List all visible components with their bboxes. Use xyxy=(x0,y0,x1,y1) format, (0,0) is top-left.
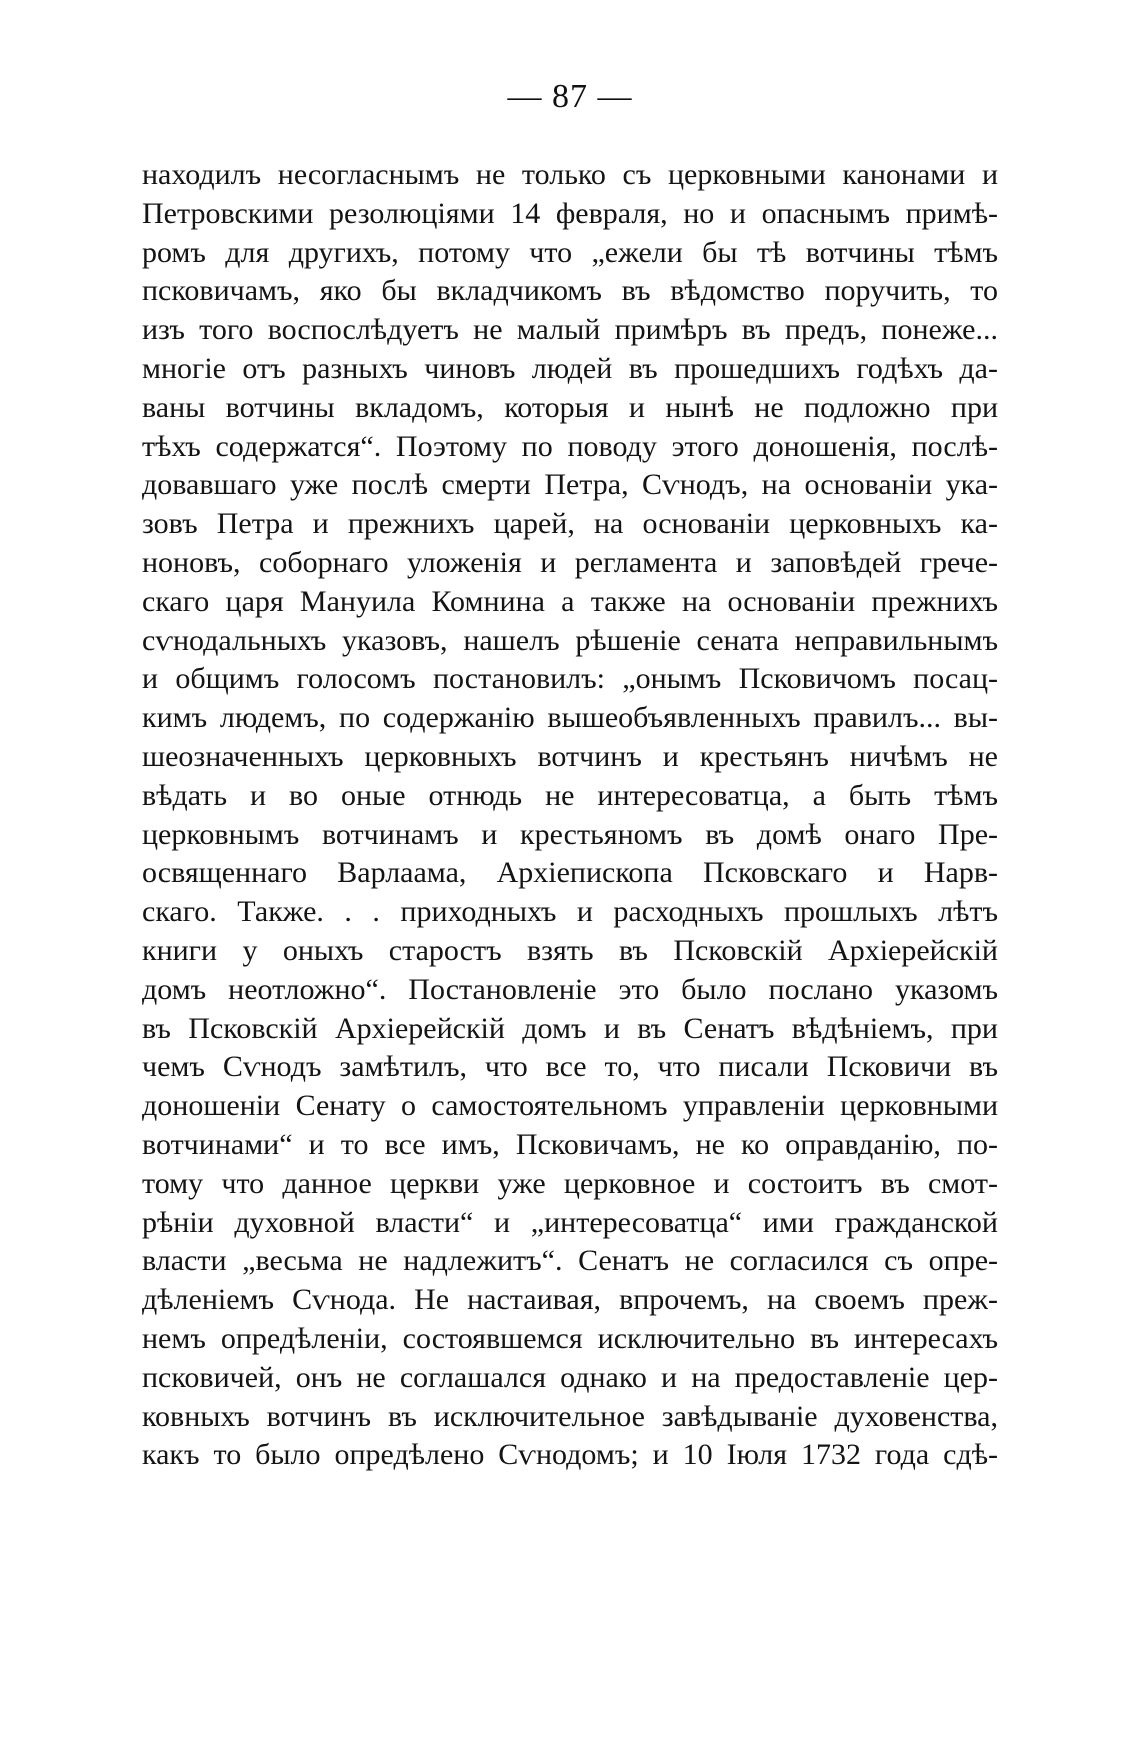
text-line: ковныхъ вотчинъ въ исключительное завѣдываніе духовенства, xyxy=(142,1399,998,1433)
text-line: вѣдать и во оные отнюдь не интересоватца, а быть тѣмъ xyxy=(142,778,998,812)
text-line: власти „весьма не надлежитъ“. Сенатъ не согласился съ опре- xyxy=(142,1244,998,1278)
text-line: ваны вотчины вкладомъ, которыя и нынѣ не подложно при xyxy=(142,390,998,424)
text-line: тѣхъ содержатся“. Поэтому по поводу этого доношенія, послѣ- xyxy=(142,429,998,463)
text-line: зовъ Петра и прежнихъ царей, на основаніи церковныхъ ка- xyxy=(142,507,998,541)
text-line: какъ то было опредѣлено Сѵнодомъ; и 10 Іюля 1732 года сдѣ- xyxy=(142,1438,998,1472)
text-line: тому что данное церкви уже церковное и состоитъ въ смот- xyxy=(142,1166,998,1200)
text-line: скаго. Также. . . приходныхъ и расходныхъ прошлыхъ лѣтъ xyxy=(142,895,998,929)
body-text xyxy=(142,156,998,1475)
text-line: Петровскими резолюціями 14 февраля, но и опаснымъ примѣ- xyxy=(142,196,998,230)
text-line: ноновъ, соборнаго уложенія и регламента и заповѣдей грече- xyxy=(142,545,998,579)
text-line: домъ неотложно“. Постановленіе это было послано указомъ xyxy=(142,972,998,1006)
text-line: псковичамъ, яко бы вкладчикомъ въ вѣдомство поручить, то xyxy=(142,274,998,308)
text-line: книги у оныхъ старостъ взять въ Псковскій Архіерейскій xyxy=(142,933,998,967)
text-line: ромъ для другихъ, потому что „ежели бы тѣ вотчины тѣмъ xyxy=(142,235,998,269)
text-line: скаго царя Мануила Комнина а также на основаніи прежнихъ xyxy=(142,584,998,618)
text-line: находилъ несогласнымъ не только съ церковными канонами и xyxy=(142,158,998,191)
text-line: въ Псковскій Архіерейскій домъ и въ Сенатъ вѣдѣніемъ, при xyxy=(142,1011,998,1045)
text-line: сѵнодальныхъ указовъ, нашелъ рѣшеніе сената неправильнымъ xyxy=(142,623,998,657)
page-number: — 87 — xyxy=(507,78,633,115)
text-line: кимъ людемъ, по содержанію вышеобъявленныхъ правилъ... вы- xyxy=(142,701,998,735)
text-line: изъ того воспослѣдуетъ не малый примѣръ въ предъ, понеже... xyxy=(142,313,998,347)
text-line: освященнаго Варлаама, Архіепископа Псковскаго и Нарв- xyxy=(142,856,998,890)
text-line: доношеніи Сенату о самостоятельномъ управленіи церковными xyxy=(142,1089,998,1123)
text-line: чемъ Сѵнодъ замѣтилъ, что все то, что писали Псковичи въ xyxy=(142,1050,998,1084)
text-line: и общимъ голосомъ постановилъ: „онымъ Псковичомъ посац- xyxy=(142,662,998,696)
text-line: вотчинами“ и то все имъ, Псковичамъ, не ко оправданію, по- xyxy=(142,1127,998,1161)
text-line: церковнымъ вотчинамъ и крестьяномъ въ домѣ онаго Пре- xyxy=(142,817,998,851)
text-line: довавшаго уже послѣ смерти Петра, Сѵнодъ, на основаніи ука- xyxy=(142,468,998,502)
text-line: шеозначенныхъ церковныхъ вотчинъ и крестьянъ ничѣмъ не xyxy=(142,739,998,773)
text-line: немъ опредѣленіи, состоявшемся исключительно въ интересахъ xyxy=(142,1321,998,1355)
text-line: многіе отъ разныхъ чиновъ людей въ прошедшихъ годѣхъ да- xyxy=(142,351,998,385)
text-line: рѣніи духовной власти“ и „интересоватца“ ими гражданской xyxy=(142,1205,998,1239)
text-line: дѣленіемъ Сѵнода. Не настаивая, впрочемъ, на своемъ преж- xyxy=(142,1283,998,1317)
text-line: псковичей, онъ не соглашался однако и на предоставленіе цер- xyxy=(142,1360,998,1394)
